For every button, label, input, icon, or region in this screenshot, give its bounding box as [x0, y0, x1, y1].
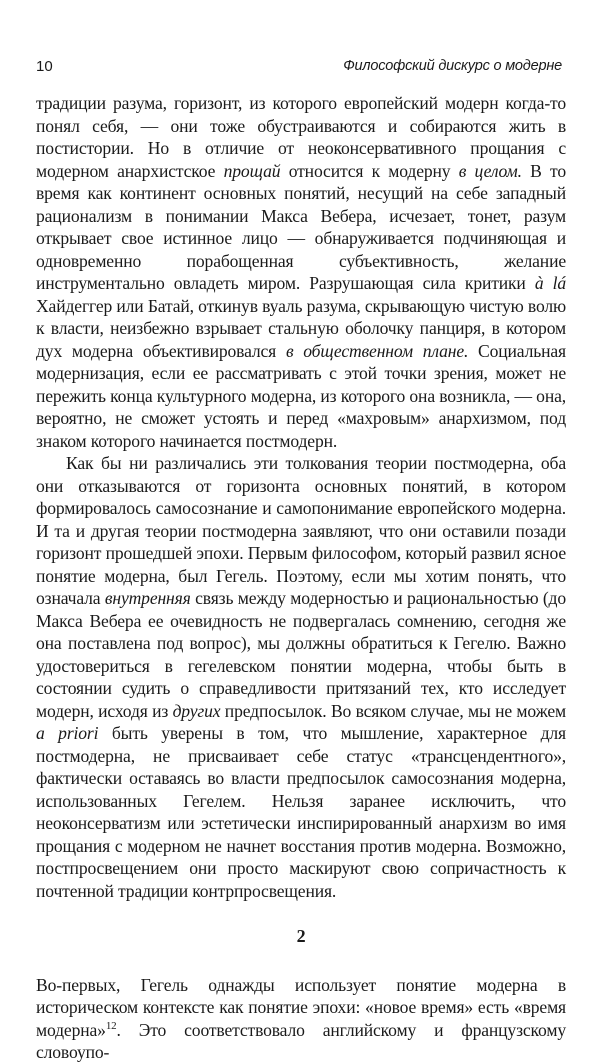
paragraph-continued [36, 92, 566, 452]
body-text [36, 92, 566, 1064]
page-number: 10 [36, 58, 53, 75]
running-header [36, 58, 562, 78]
text-run: относится к модерну [280, 160, 459, 181]
text-run: традиции разума, горизонт, из которого европейский модерн когда-то понял себя, — они тоже обустраиваются и собираются жить в постистории. Но в отличие от неоконсервативного прощания с модерном анархистское [36, 93, 566, 181]
text-run: Как бы ни различались эти толкования теории постмодерна, оба они отказываются от горизонта основных понятий, в котором формировалось самосознание и самопонимание европейского модерна. И та и другая теории постмодерна заявляют, что они оставили позади горизонт прошедшей эпохи. Первым философом, который развил ясное понятие модерна, был Гегель. Поэтому, если мы хотим понять, что означала [36, 453, 566, 608]
paragraph [36, 974, 566, 1064]
emphasis: других [172, 700, 221, 721]
emphasis: à lá [534, 273, 566, 293]
text-run: быть уверены в том, что мышление, характерное для постмодерна, не присваивает себе статус «трансцендентного», фактически оставаясь во власти предпосылок самосознания модерна, использованных Гегелем. Нельзя заранее исключить, что неоконсерватизм или эстетически инспирированный анархизм во имя прощания с модерном не начнет восстания против модерна. Возможно, постпросвещением они просто маскируют свою сопричастность к почтенной традиции контрпросвещения. [36, 723, 567, 901]
emphasis: прощай [223, 160, 281, 181]
text-run: Во-первых, Гегель однажды использует понятие модерна в историческом контексте как понятие эпохи: «новое время» есть «время модерна» [36, 974, 566, 1040]
section-number: 2 [296, 926, 306, 946]
text-run: Социальная модернизация, если ее рассматривать с этой точки зрения, может не пережить конца культурного модерна, из которого она возникла, — она, вероятно, не сможет устоять и перед «махровым» анархизмом, под знаком которого начинается постмодерн. [36, 340, 566, 451]
text-run: Хайдеггер или Батай, откинув вуаль разума, скрывающую чистую волю к власти, неизбежно взрывает стальную оболочку панциря, в котором дух модерна объективировался [36, 295, 566, 361]
text-run: . Это соответствовало английскому и французскому словоупо- [36, 1019, 566, 1062]
emphasis: в целом. [458, 160, 522, 181]
emphasis: a priori [36, 723, 99, 743]
text-run: В то время как континент основных понятий, несущий на себе западный рационализм в понимании Макса Вебера, исчезает, тонет, разум открывает свое истинное лицо — обнаруживается подчиняющая и одновременно порабощенная субъективность, желание инструментально овладеть миром. Разрушающая сила критики [36, 160, 566, 293]
footnote-marker[interactable]: 12 [105, 1019, 117, 1032]
text-run: предпосылок. Во всяком случае, мы не можем [220, 700, 567, 721]
text-run: связь между модерностью и рациональностью (до Макса Вебера ее очевидность не подвергалась сомнению, сегодня же она поставлена под вопрос), мы должны обратиться к Гегелю. Важно удостовериться в гегелевском понятии модерна, чтобы быть в состоянии судить о справедливости притязаний тех, кто исследует модерн, исходя из [36, 588, 567, 721]
running-header-title: Философский дискурс о модерне [343, 58, 562, 74]
emphasis: внутренняя [104, 588, 191, 608]
emphasis: в общественном плане. [285, 340, 469, 361]
paragraph [36, 452, 566, 902]
